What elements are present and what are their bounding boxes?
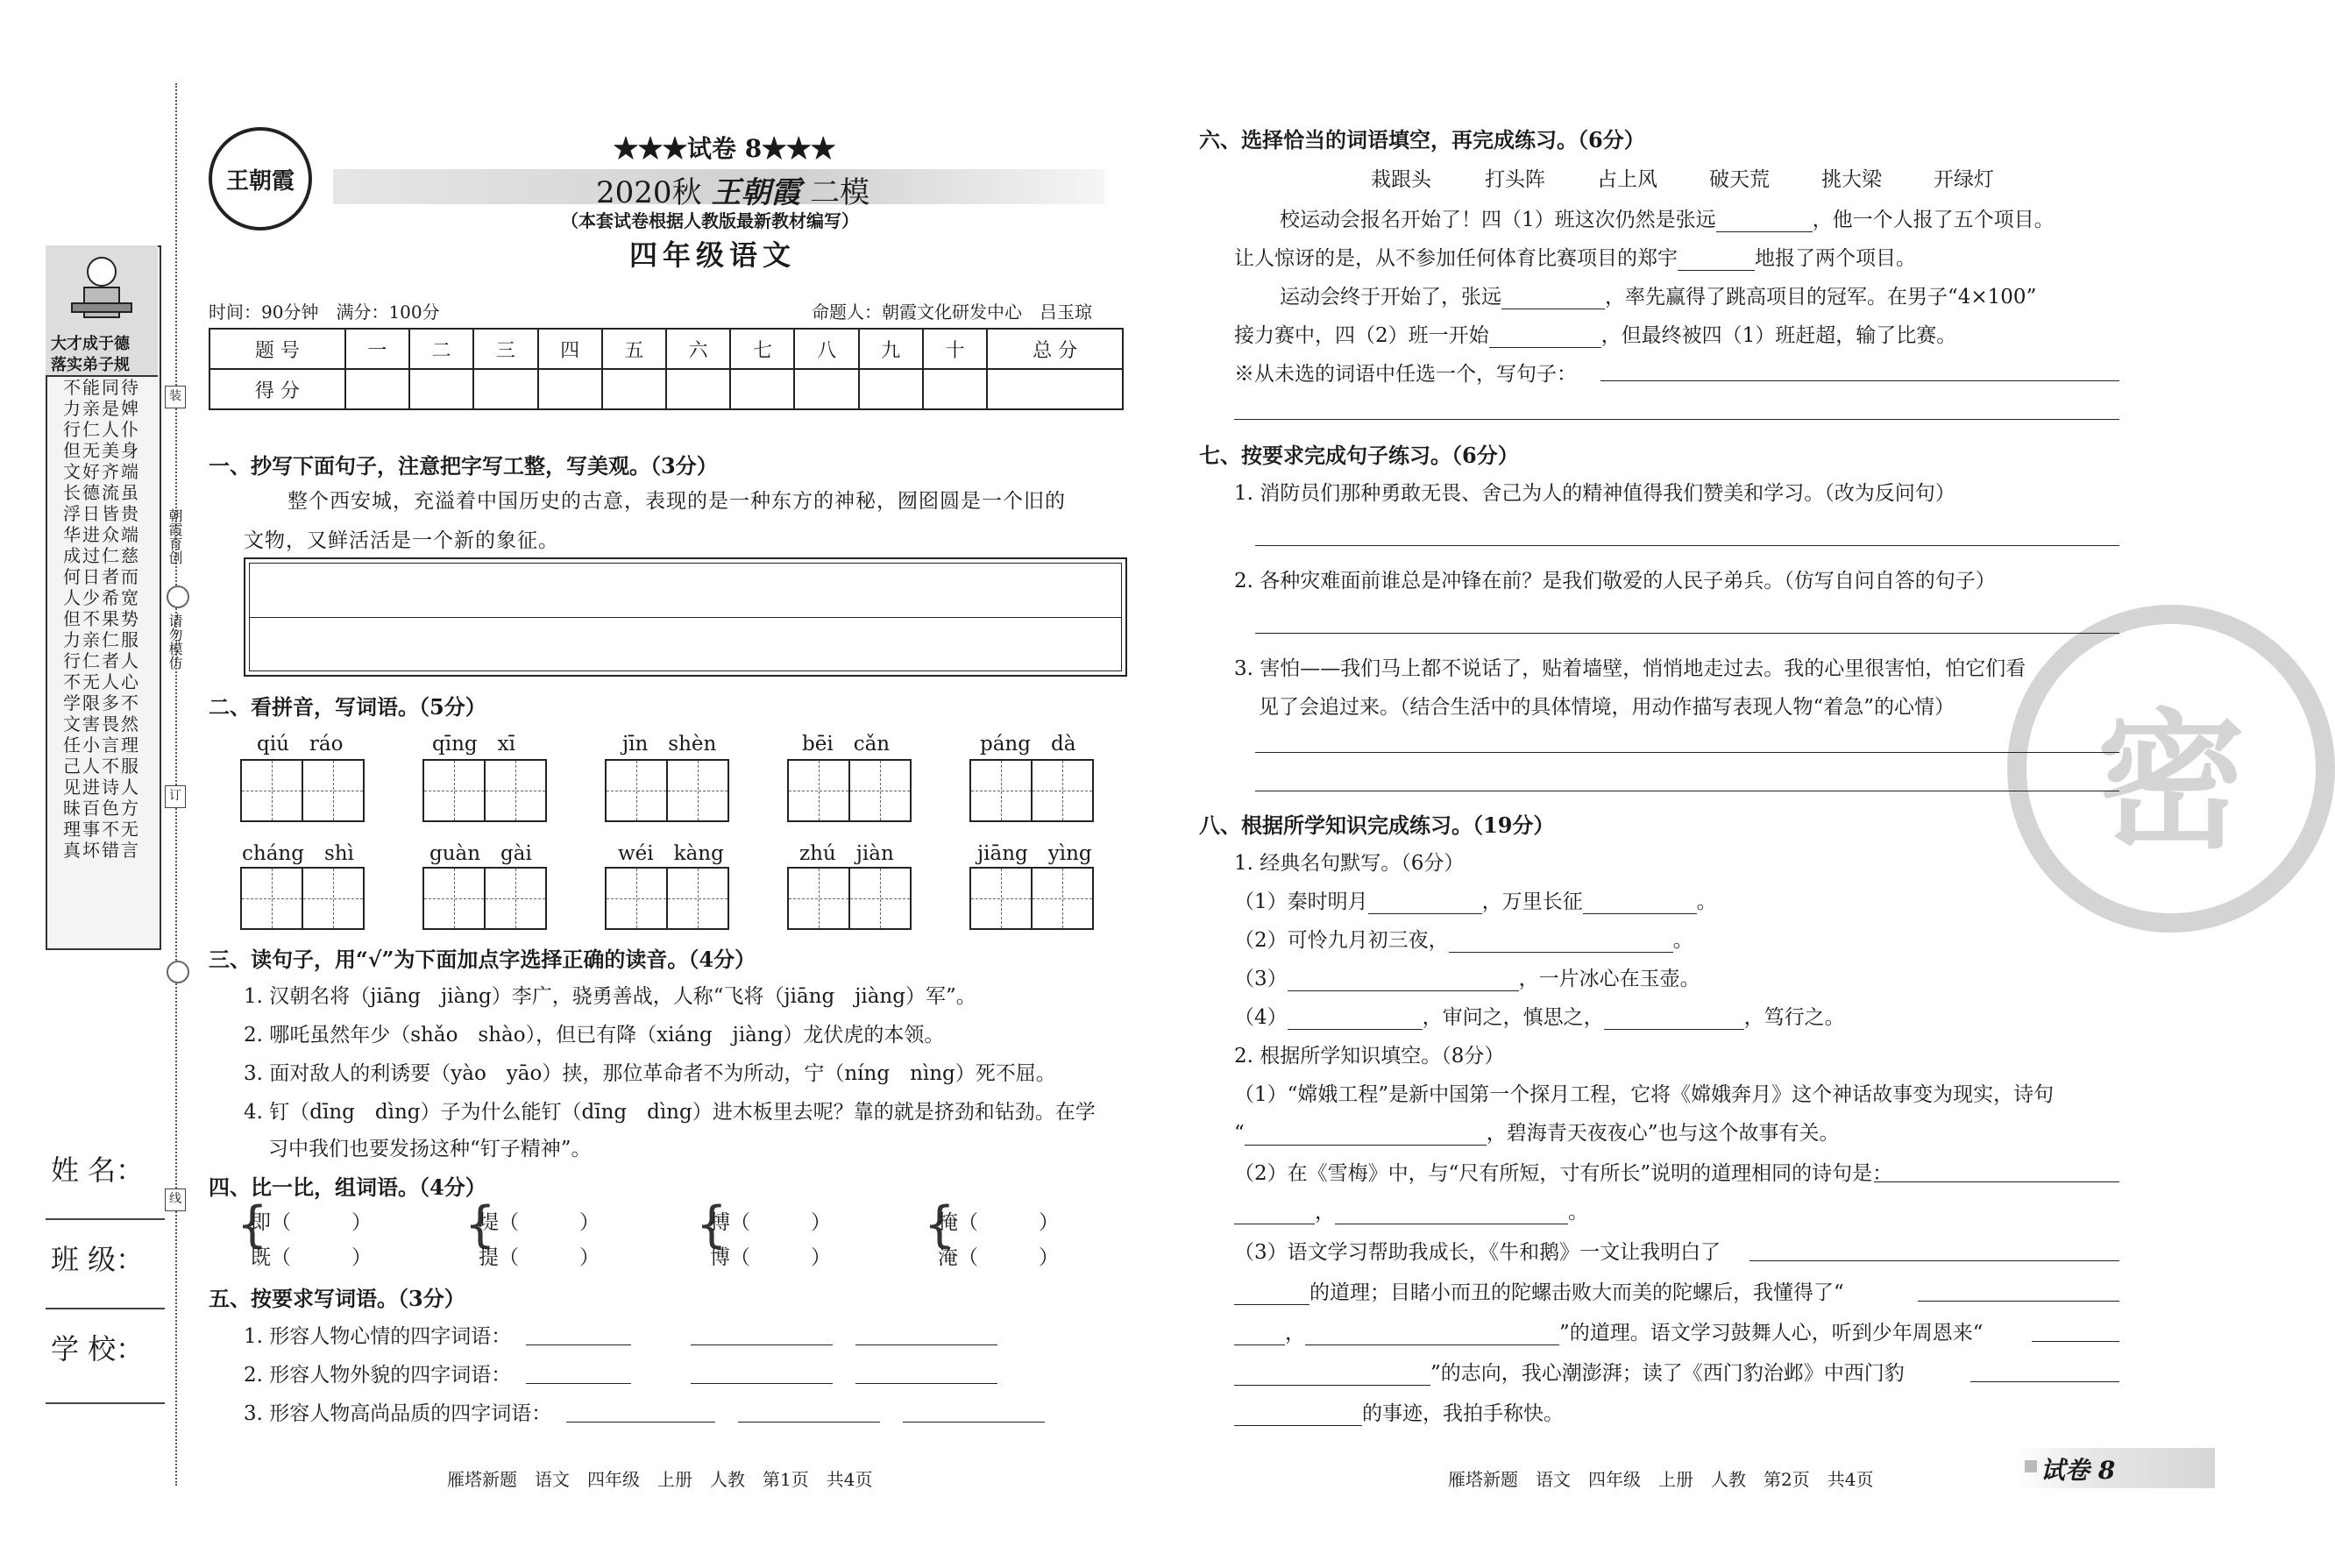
q6-text: 校运动会报名开始了！四（1）班这次仍然是张远 (1280, 209, 1716, 231)
school-field[interactable] (46, 1402, 165, 1404)
q6-para (1234, 319, 1956, 348)
answer-line[interactable] (2032, 1341, 2119, 1342)
q8-line (1234, 924, 1693, 953)
q5-item: 2. 形容人物外貌的四字词语： (244, 1364, 512, 1387)
q6-blank[interactable] (1678, 249, 1755, 271)
q8-blank[interactable] (1305, 1323, 1559, 1345)
q4-word: 即（ ） (251, 1211, 372, 1234)
seal-mark-3: 线 (165, 1188, 186, 1211)
q6-sentence-prompt: ※从未选的词语中任选一个，写句子： (1234, 363, 1577, 386)
q8-blank[interactable] (1449, 931, 1673, 953)
q8-text: ， (1315, 1201, 1335, 1224)
q6-text: ，率先赢得了跳高项目的冠军。在男子“4×100” (1605, 286, 2037, 309)
time-info: 时间：90分钟 满分：100分 (209, 302, 440, 323)
q4-word: 掩（ ） (938, 1211, 1059, 1234)
q8-text: （3） (1234, 968, 1288, 990)
q6-title: 六、选择恰当的词语填空，再完成练习。（6分） (1199, 127, 1645, 153)
pinyin-label: qiú ráo (257, 733, 344, 756)
q8-text: 的道理；目睹小而丑的陀螺击败大而美的陀螺后，我懂得了“ (1309, 1281, 1844, 1304)
q6-text: 接力赛中，四（2）班一开始 (1234, 324, 1489, 347)
q5-item: 1. 形容人物心情的四字词语： (244, 1325, 512, 1348)
brace-icon: { (924, 1196, 955, 1253)
q6-word: 挑大梁 (1821, 168, 1882, 191)
char-box[interactable] (787, 759, 850, 822)
seal-circle-icon-2 (167, 961, 189, 983)
char-box[interactable] (848, 867, 912, 930)
char-box[interactable] (787, 867, 850, 930)
q8-text: “ (1234, 1122, 1245, 1145)
q6-para (1234, 242, 1916, 271)
char-box[interactable] (484, 867, 547, 930)
class-field[interactable] (46, 1308, 165, 1309)
char-box[interactable] (666, 759, 729, 822)
q8-text: ，审问之，慎思之， (1422, 1006, 1604, 1029)
q7-item: 见了会追过来。（结合生活中的具体情境，用动作描写表现人物“着急”的心情） (1259, 696, 1955, 719)
scholar-figure-icon (46, 245, 158, 333)
q8-blank[interactable] (1245, 1124, 1487, 1146)
q1-title: 一、抄写下面句子，注意把字写工整，写美观。（3分） (209, 453, 718, 479)
brace-icon: { (237, 1196, 268, 1253)
score-header: 五 (602, 329, 666, 369)
q6-text: 运动会终于开始了，张远 (1280, 286, 1501, 309)
seal-mark-2: 订 (165, 785, 186, 808)
q8-sub: 2. 根据所学知识填空。（8分） (1234, 1045, 1505, 1068)
q4-word: 既（ ） (251, 1246, 372, 1269)
q8-text: 的事迹，我拍手称快。 (1362, 1402, 1564, 1425)
sidebar-motto: 不能同待 力亲是婢 行仁人仆 但无美身 文好齐端 长德流虽 浮日皆贵 华进众端 成过仁慈 何日者而 人少希宽 但不果势 力亲仁服 行仁者人 不无人心 学限多不 文害畏然 任小言理 己人不服 见进诗人 昧百色方 理事不无 真坏错言 (63, 377, 140, 861)
pinyin-label: páng dà (980, 733, 1076, 756)
q7-item: 3. 害怕——我们马上都不说话了，贴着墙壁，悄悄地走过去。我的心里很害怕，怕它们看 (1234, 657, 2026, 680)
q8-line (1234, 1357, 1905, 1386)
pinyin-label: wéi kàng (618, 842, 724, 865)
title-brand: 王朝霞 (711, 175, 801, 210)
score-cell[interactable] (666, 369, 730, 409)
answer-line[interactable] (1918, 1301, 2119, 1302)
q8-text: （4） (1234, 1006, 1288, 1029)
q8-text: （1）秦时明月 (1234, 890, 1368, 913)
footer-right: 雁塔新题 语文 四年级 上册 人教 第2页 共4页 (1448, 1469, 1874, 1490)
score-cell[interactable] (345, 369, 409, 409)
q3-item: 4. 钉（dīng dìng）子为什么能钉（dīng dìng）进木板里去呢？靠的就是挤劲和钻劲。在学 (244, 1101, 1096, 1124)
char-box[interactable] (422, 759, 486, 822)
q1-line-2: 文物，又鲜活活是一个新的象征。 (244, 529, 559, 552)
paper-title (596, 168, 869, 211)
score-cell[interactable] (923, 369, 987, 409)
score-table (209, 328, 1124, 410)
score-header: 一 (345, 329, 409, 369)
q1-copy-box[interactable] (244, 557, 1127, 677)
sidebar-illustration (46, 245, 158, 377)
pinyin-label: bēi cǎn (802, 733, 891, 756)
q3-title: 三、读句子，用“√”为下面加点字选择正确的读音。（4分） (209, 947, 756, 972)
answer-line[interactable] (1255, 545, 2119, 546)
edition-note: （本套试卷根据人教版最新教材编写） (561, 210, 859, 231)
q8-title: 八、根据所学知识完成练习。（19分） (1199, 812, 1555, 838)
q8-line (1234, 1276, 1844, 1305)
answer-blank[interactable] (738, 1422, 880, 1423)
pinyin-label: cháng shì (242, 842, 354, 865)
q8-text: （2）可怜九月初三夜， (1234, 929, 1449, 952)
q6-text: 让人惊讶的是，从不参加任何体育比赛项目的郑宇 (1234, 247, 1678, 270)
score-cell[interactable] (538, 369, 602, 409)
q7-title: 七、按要求完成句子练习。（6分） (1199, 443, 1519, 468)
q6-word: 占上风 (1597, 168, 1657, 191)
score-cell[interactable] (473, 369, 537, 409)
q8-blank[interactable] (1604, 1008, 1744, 1030)
q4-word: 博（ ） (710, 1246, 831, 1269)
q8-blank[interactable] (1234, 1323, 1285, 1345)
q6-word: 破天荒 (1709, 168, 1770, 191)
title-year: 2020秋 (596, 175, 702, 210)
q3-item: 3. 面对敌人的利诱要（yào yāo）挟，那位革命者不为所动，宁（níng nìng）死不屈。 (244, 1062, 1056, 1085)
char-box[interactable] (240, 759, 303, 822)
q8-line (1234, 1117, 1840, 1146)
answer-line[interactable] (1600, 380, 2119, 381)
q8-line (1234, 1001, 1845, 1030)
char-box[interactable] (1031, 759, 1094, 822)
char-box[interactable] (666, 867, 729, 930)
score-header: 七 (730, 329, 794, 369)
class-label: 班 级： (51, 1243, 145, 1276)
pinyin-label: zhú jiàn (799, 842, 894, 865)
q8-blank[interactable] (1335, 1203, 1568, 1224)
secret-stamp-watermark: 密 (2007, 605, 2335, 933)
title-suffix: 二模 (810, 175, 870, 210)
q8-blank[interactable] (1288, 1008, 1423, 1030)
q8-line (1234, 885, 1717, 914)
q3-item: 2. 哪吒虽然年少（shǎo shào），但已有降（xiáng jiàng）龙伏虎的本领。 (244, 1024, 945, 1047)
q2-title: 二、看拼音，写词语。（5分） (209, 694, 486, 720)
q8-text: ，一片冰心在玉壶。 (1518, 968, 1700, 990)
tag-square-icon (2025, 1460, 2037, 1472)
q6-word: 打头阵 (1485, 168, 1545, 191)
score-header-row (209, 329, 1123, 369)
score-cell[interactable] (794, 369, 858, 409)
slogan-2: 落实弟子规 (51, 356, 130, 374)
q6-text: 地报了两个项目。 (1755, 247, 1916, 270)
score-header: 题 号 (209, 329, 345, 369)
q1-line-1: 整个西安城，充溢着中国历史的古意，表现的是一种东方的神秘，囫囵圆是一个旧的 (287, 490, 1066, 513)
q8-line (1234, 1397, 1564, 1426)
score-header: 十 (923, 329, 987, 369)
paper-number: ★★★试卷 8★★★ (614, 134, 836, 163)
seal-text-1: 朝霞育创 (167, 508, 183, 564)
score-header: 六 (666, 329, 730, 369)
q8-text: 。 (1672, 929, 1693, 952)
answer-blank[interactable] (903, 1422, 1045, 1423)
score-row (209, 369, 1123, 409)
binding-line (175, 83, 177, 1486)
score-header: 三 (473, 329, 537, 369)
q5-item: 3. 形容人物高尚品质的四字词语： (244, 1402, 552, 1425)
q4-title: 四、比一比，组词语。（4分） (209, 1174, 486, 1200)
pinyin-label: jīn shèn (622, 733, 717, 756)
q8-line (1234, 962, 1700, 991)
score-header: 四 (538, 329, 602, 369)
answer-blank[interactable] (855, 1383, 997, 1384)
q8-line (1234, 1196, 1588, 1224)
pinyin-label: jiāng yìng (977, 842, 1092, 865)
q6-word: 栽跟头 (1371, 168, 1431, 191)
q8-blank[interactable] (1234, 1203, 1315, 1224)
char-box[interactable] (302, 759, 365, 822)
answer-line[interactable] (1970, 1381, 2119, 1382)
q8-text: 。 (1696, 890, 1717, 913)
char-box[interactable] (302, 867, 365, 930)
answer-line[interactable] (1749, 1260, 2119, 1261)
subject-title: 四年级语文 (629, 238, 797, 272)
score-cell[interactable] (409, 369, 473, 409)
q5-title: 五、按要求写词语。（3分） (209, 1286, 465, 1311)
q4-word: 提（ ） (479, 1246, 600, 1269)
q8-text: （1）“嫦娥工程”是新中国第一个探月工程，它将《嫦娥奔月》这个神话故事变为现实，诗句 (1234, 1083, 2055, 1106)
char-box[interactable] (969, 759, 1033, 822)
q8-text: ”的志向，我心潮澎湃；读了《西门豹治邺》中西门豹 (1430, 1362, 1905, 1385)
q8-text: ”的道理。语文学习鼓舞人心，听到少年周恩来“ (1559, 1322, 1984, 1345)
char-box[interactable] (605, 867, 668, 930)
score-cell[interactable] (859, 369, 923, 409)
answer-line[interactable] (1255, 752, 2119, 753)
score-header: 总 分 (987, 329, 1123, 369)
q8-blank[interactable] (1583, 892, 1697, 914)
author-info: 命题人：朝霞文化研发中心 吕玉琼 (812, 302, 1092, 323)
score-header: 二 (409, 329, 473, 369)
seal-circle-icon (167, 585, 189, 608)
pinyin-label: guàn gài (429, 842, 532, 865)
q4-word: 搏（ ） (710, 1211, 831, 1234)
q8-text: ，万里长征 (1481, 890, 1583, 913)
q8-blank[interactable] (1234, 1364, 1430, 1386)
q8-blank[interactable] (1234, 1283, 1309, 1305)
score-header: 八 (794, 329, 858, 369)
q3-item: 习中我们也要发扬这种“钉子精神”。 (268, 1138, 592, 1160)
q8-text: （3）语文学习帮助我成长，《牛和鹅》一文让我明白了 (1234, 1241, 1721, 1264)
score-header: 九 (859, 329, 923, 369)
slogan-1: 大才成于德 (51, 335, 130, 353)
q4-word: 堤（ ） (479, 1211, 600, 1234)
q8-text: ， (1285, 1322, 1305, 1345)
q6-blank[interactable] (1716, 210, 1813, 232)
score-cell[interactable] (730, 369, 794, 409)
brace-icon: { (465, 1196, 496, 1253)
char-box[interactable] (484, 759, 547, 822)
q8-text: （2）在《雪梅》中，与“尺有所短，寸有所长”说明的道理相同的诗句是： (1234, 1162, 1893, 1185)
score-row-label: 得 分 (209, 369, 345, 409)
answer-blank[interactable] (566, 1422, 715, 1423)
q8-blank[interactable] (1234, 1404, 1362, 1426)
brand-logo: 王朝霞 (209, 127, 312, 231)
char-box[interactable] (240, 867, 303, 930)
q8-blank[interactable] (1368, 892, 1482, 914)
q6-blank[interactable] (1501, 287, 1605, 309)
char-box[interactable] (1031, 867, 1094, 930)
school-label: 学 校： (51, 1332, 145, 1366)
q8-text: ，笃行之。 (1743, 1006, 1845, 1029)
name-label: 姓 名： (51, 1153, 145, 1187)
char-box[interactable] (422, 867, 486, 930)
char-box[interactable] (969, 867, 1033, 930)
q8-blank[interactable] (1288, 969, 1519, 991)
pinyin-label: qīng xī (432, 733, 515, 756)
brace-icon: { (696, 1196, 727, 1253)
q8-sub: 1. 经典名句默写。（6分） (1234, 852, 1465, 875)
paper-tag-label: 试卷 8 (2040, 1456, 2116, 1485)
q8-text: 。 (1568, 1201, 1588, 1224)
q7-item: 1. 消防员们那种勇敢无畏、舍己为人的精神值得我们赞美和学习。（改为反问句） (1234, 482, 1955, 505)
q6-text: ，他一个人报了五个项目。 (1812, 209, 2055, 231)
answer-blank[interactable] (526, 1383, 631, 1384)
answer-line[interactable] (1255, 633, 2119, 634)
q8-text: ，碧海青天夜夜心”也与这个故事有关。 (1486, 1122, 1840, 1145)
score-cell[interactable] (987, 369, 1123, 409)
answer-line[interactable] (1234, 419, 2119, 420)
q4-word: 淹（ ） (938, 1246, 1059, 1269)
answer-line[interactable] (1874, 1181, 2119, 1182)
seal-mark-1: 装 (165, 386, 186, 408)
q3-item: 1. 汉朝名将（jiāng jiàng）李广，骁勇善战，人称“飞将（jiāng jiàng）军”。 (244, 985, 976, 1008)
q6-para (1280, 280, 2036, 309)
q6-para (1280, 203, 2055, 232)
answer-blank[interactable] (691, 1383, 833, 1384)
seal-text-2: 请勿模仿 (167, 614, 183, 670)
q6-word: 开绿灯 (1934, 168, 1994, 191)
q6-text: ，但最终被四（1）班赶超，输了比赛。 (1600, 324, 1957, 347)
footer-left: 雁塔新题 语文 四年级 上册 人教 第1页 共4页 (447, 1469, 873, 1490)
score-cell[interactable] (602, 369, 666, 409)
char-box[interactable] (605, 759, 668, 822)
char-box[interactable] (848, 759, 912, 822)
name-field[interactable] (46, 1218, 165, 1220)
q7-item: 2. 各种灾难面前谁总是冲锋在前？是我们敬爱的人民子弟兵。（仿写自问自答的句子） (1234, 570, 1996, 592)
q8-line (1234, 1316, 1984, 1345)
q6-blank[interactable] (1489, 326, 1601, 348)
